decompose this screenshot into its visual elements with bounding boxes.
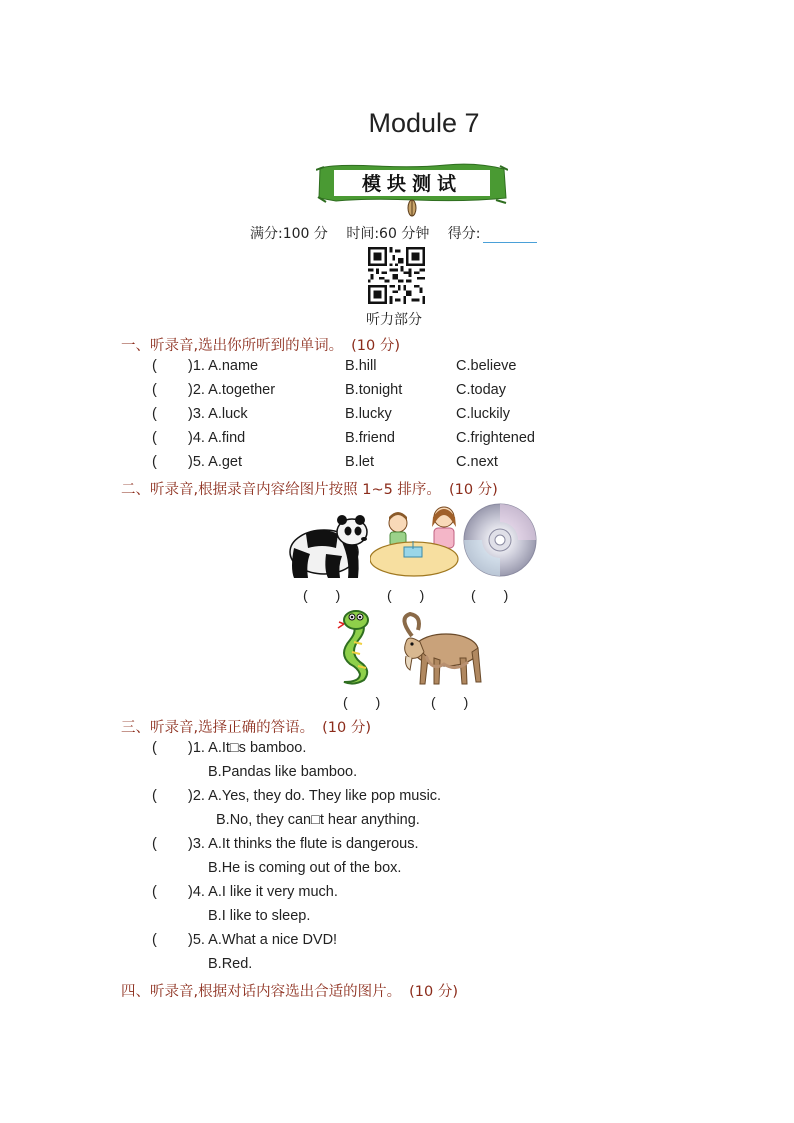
- part1-option-a-1: )1. A.name: [188, 358, 259, 374]
- picture-answer-4[interactable]: ( ): [343, 694, 381, 710]
- score-line: [250, 223, 551, 243]
- part1-paren-3[interactable]: (: [152, 406, 157, 422]
- part1-paren-1[interactable]: (: [152, 358, 157, 374]
- score-blank[interactable]: [483, 228, 537, 243]
- children-at-table-picture: [370, 503, 462, 579]
- part1-paren-4[interactable]: (: [152, 430, 157, 446]
- picture-answer-1[interactable]: ( ): [303, 587, 341, 603]
- goat-picture: [392, 612, 484, 688]
- part1-option-b-3: B.lucky: [345, 406, 392, 422]
- part3-option-a-2: )2. A.Yes, they do. They like pop music.: [188, 788, 442, 804]
- snake-picture: [336, 608, 386, 688]
- banner-text: 模块测试: [361, 173, 463, 195]
- module-test-banner: [316, 162, 508, 204]
- part3-paren-2[interactable]: (: [152, 788, 157, 804]
- part1-paren-5[interactable]: (: [152, 454, 157, 470]
- part3-option-b-5: B.Red.: [208, 956, 253, 972]
- part1-option-c-1: C.believe: [456, 358, 517, 374]
- part1-option-c-5: C.next: [456, 454, 498, 470]
- section-4-points: (10 分): [409, 984, 458, 1000]
- part3-option-b-1: B.Pandas like bamboo.: [208, 764, 358, 780]
- picture-answer-3[interactable]: ( ): [471, 587, 509, 603]
- part3-paren-5[interactable]: (: [152, 932, 157, 948]
- section-4-heading: [121, 980, 458, 1001]
- part3-option-a-1: )1. A.It□s bamboo.: [188, 740, 307, 756]
- part1-option-b-1: B.hill: [345, 358, 377, 374]
- part1-option-a-3: )3. A.luck: [188, 406, 248, 422]
- listening-part-label: 听力部分: [366, 312, 422, 328]
- section-1-heading: [121, 334, 400, 355]
- part1-option-a-5: )5. A.get: [188, 454, 243, 470]
- picture-answer-2[interactable]: ( ): [387, 587, 425, 603]
- part3-option-a-4: )4. A.I like it very much.: [188, 884, 338, 900]
- section-1-points: (10 分): [351, 338, 400, 354]
- part1-option-c-2: C.today: [456, 382, 506, 398]
- part3-paren-4[interactable]: (: [152, 884, 157, 900]
- part3-paren-3[interactable]: (: [152, 836, 157, 852]
- part1-option-c-3: C.luckily: [456, 406, 510, 422]
- section-2-points: (10 分): [448, 482, 498, 498]
- part1-option-b-5: B.let: [345, 454, 375, 470]
- section-4-text: 四、听录音,根据对话内容选出合适的图片。: [121, 984, 402, 1000]
- part3-option-b-3: B.He is coming out of the box.: [208, 860, 402, 876]
- page-title: Module 7: [368, 108, 480, 138]
- part1-option-b-4: B.friend: [345, 430, 395, 446]
- cd-disc-picture: [462, 502, 538, 578]
- score-label: 得分:: [447, 226, 481, 242]
- section-2-text: 二、听录音,根据录音内容给图片按照 1~5 排序。: [121, 482, 441, 498]
- panda-picture: [286, 508, 372, 580]
- part3-paren-1[interactable]: (: [152, 740, 157, 756]
- part3-option-a-3: )3. A.It thinks the flute is dangerous.: [188, 836, 419, 852]
- part1-option-a-2: )2. A.together: [188, 382, 276, 398]
- section-3-text: 三、听录音,选择正确的答语。: [121, 720, 315, 736]
- time-limit: 时间:60 分钟: [346, 226, 430, 242]
- qr-code-icon: [368, 247, 425, 304]
- part1-option-c-4: C.frightened: [456, 430, 535, 446]
- part3-option-b-2: B.No, they can□t hear anything.: [216, 812, 420, 828]
- picture-answer-5[interactable]: ( ): [431, 694, 469, 710]
- part3-option-b-4: B.I like to sleep.: [208, 908, 311, 924]
- section-3-points: (10 分): [322, 720, 371, 736]
- section-2-heading: [121, 478, 498, 499]
- part3-option-a-5: )5. A.What a nice DVD!: [188, 932, 338, 948]
- section-1-text: 一、听录音,选出你所听到的单词。: [121, 338, 344, 354]
- part1-option-a-4: )4. A.find: [188, 430, 246, 446]
- part1-paren-2[interactable]: (: [152, 382, 157, 398]
- section-3-heading: [121, 716, 371, 737]
- full-score: 满分:100 分: [250, 226, 328, 242]
- part1-option-b-2: B.tonight: [345, 382, 403, 398]
